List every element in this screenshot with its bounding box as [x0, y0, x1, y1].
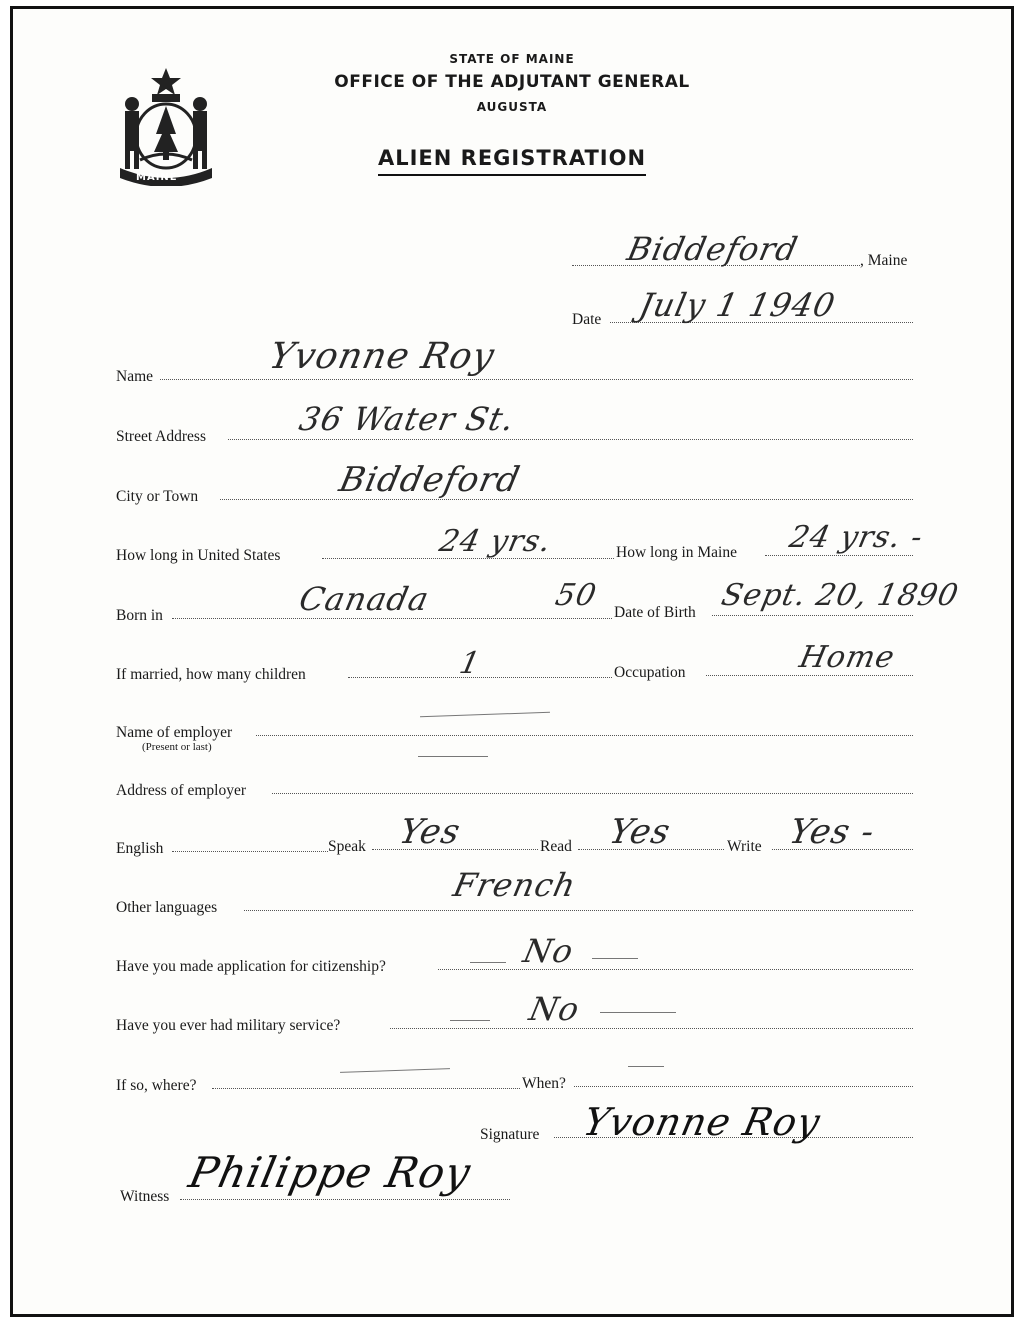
city-label: City or Town: [116, 488, 199, 505]
english-label: English: [116, 840, 164, 857]
occupation-label: Occupation: [614, 664, 686, 681]
date-value: July 1 1940: [635, 286, 839, 324]
seal-banner-text: MAINE: [136, 172, 178, 183]
employer-address-field-line: [272, 793, 913, 794]
children-field-line: [348, 677, 612, 678]
maine-duration-label: How long in Maine: [616, 544, 737, 561]
office-heading: OFFICE OF THE ADJUTANT GENERAL: [334, 72, 690, 92]
military-label: Have you ever had military service?: [116, 1017, 341, 1034]
read-label: Read: [540, 838, 572, 855]
birthplace-value: Canada: [295, 580, 433, 618]
employer-sublabel: (Present or last): [142, 741, 212, 753]
occupation-value: Home: [796, 640, 899, 675]
city-value: Biddeford: [335, 460, 524, 500]
maine-duration-field-line: [765, 555, 913, 556]
employer-dash-mark-2: [418, 756, 488, 757]
children-value: 1: [456, 646, 484, 681]
witness-label: Witness: [120, 1188, 170, 1205]
children-label: If married, how many children: [116, 666, 306, 683]
when-dash-mark: [628, 1066, 664, 1067]
birth-date-value: Sept. 20, 1890: [718, 578, 962, 613]
street-value: 36 Water St.: [295, 400, 519, 438]
signature-label: Signature: [480, 1126, 540, 1143]
other-languages-value: French: [449, 866, 580, 904]
military-dash-left: [450, 1020, 490, 1021]
other-languages-label: Other languages: [116, 899, 218, 916]
write-label: Write: [727, 838, 762, 855]
city-field-line: [220, 499, 913, 500]
read-value: Yes: [605, 812, 675, 852]
street-field-line: [228, 439, 913, 440]
maine-duration-value: 24 yrs. -: [786, 520, 927, 555]
name-label: Name: [116, 368, 154, 385]
name-field-line: [160, 379, 913, 380]
document-title: ALIEN REGISTRATION: [0, 146, 1024, 170]
when-field-line: [574, 1086, 913, 1087]
us-duration-label: How long in United States: [116, 547, 281, 564]
town-value: Biddeford: [623, 230, 802, 268]
employer-field-line: [256, 735, 913, 736]
employer-label: Name of employer: [116, 724, 233, 741]
birthplace-note: 50: [552, 578, 600, 613]
signature-value: Yvonne Roy: [579, 1100, 825, 1144]
military-field-line: [390, 1028, 913, 1029]
where-field-line: [212, 1088, 520, 1089]
speak-value: Yes: [395, 812, 465, 852]
date-label: Date: [572, 311, 602, 328]
city-heading: AUGUSTA: [476, 100, 548, 114]
speak-label: Speak: [328, 838, 366, 855]
birthplace-label: Born in: [116, 607, 163, 624]
citizenship-dash-right: [592, 958, 638, 959]
write-value: Yes -: [785, 812, 879, 852]
birth-date-label: Date of Birth: [614, 604, 696, 621]
state-heading: STATE OF MAINE: [449, 52, 575, 66]
street-label: Street Address: [116, 428, 206, 445]
citizenship-value: No: [519, 932, 578, 970]
when-label: When?: [522, 1075, 566, 1092]
citizenship-dash-left: [470, 962, 506, 963]
other-languages-field-line: [244, 910, 913, 911]
us-duration-value: 24 yrs.: [436, 524, 555, 559]
citizenship-field-line: [438, 969, 913, 970]
birthplace-field-line: [172, 618, 612, 619]
english-field-line: [172, 851, 328, 852]
where-label: If so, where?: [116, 1077, 197, 1094]
military-value: No: [525, 990, 584, 1028]
witness-value: Philippe Roy: [184, 1148, 476, 1197]
occupation-field-line: [706, 675, 913, 676]
witness-field-line: [180, 1199, 510, 1200]
military-dash-right: [600, 1012, 676, 1013]
name-value: Yvonne Roy: [265, 336, 499, 377]
maine-label: , Maine: [860, 252, 908, 269]
citizenship-label: Have you made application for citizenship?: [116, 958, 386, 975]
birth-date-field-line: [712, 615, 913, 616]
employer-address-label: Address of employer: [116, 782, 246, 799]
